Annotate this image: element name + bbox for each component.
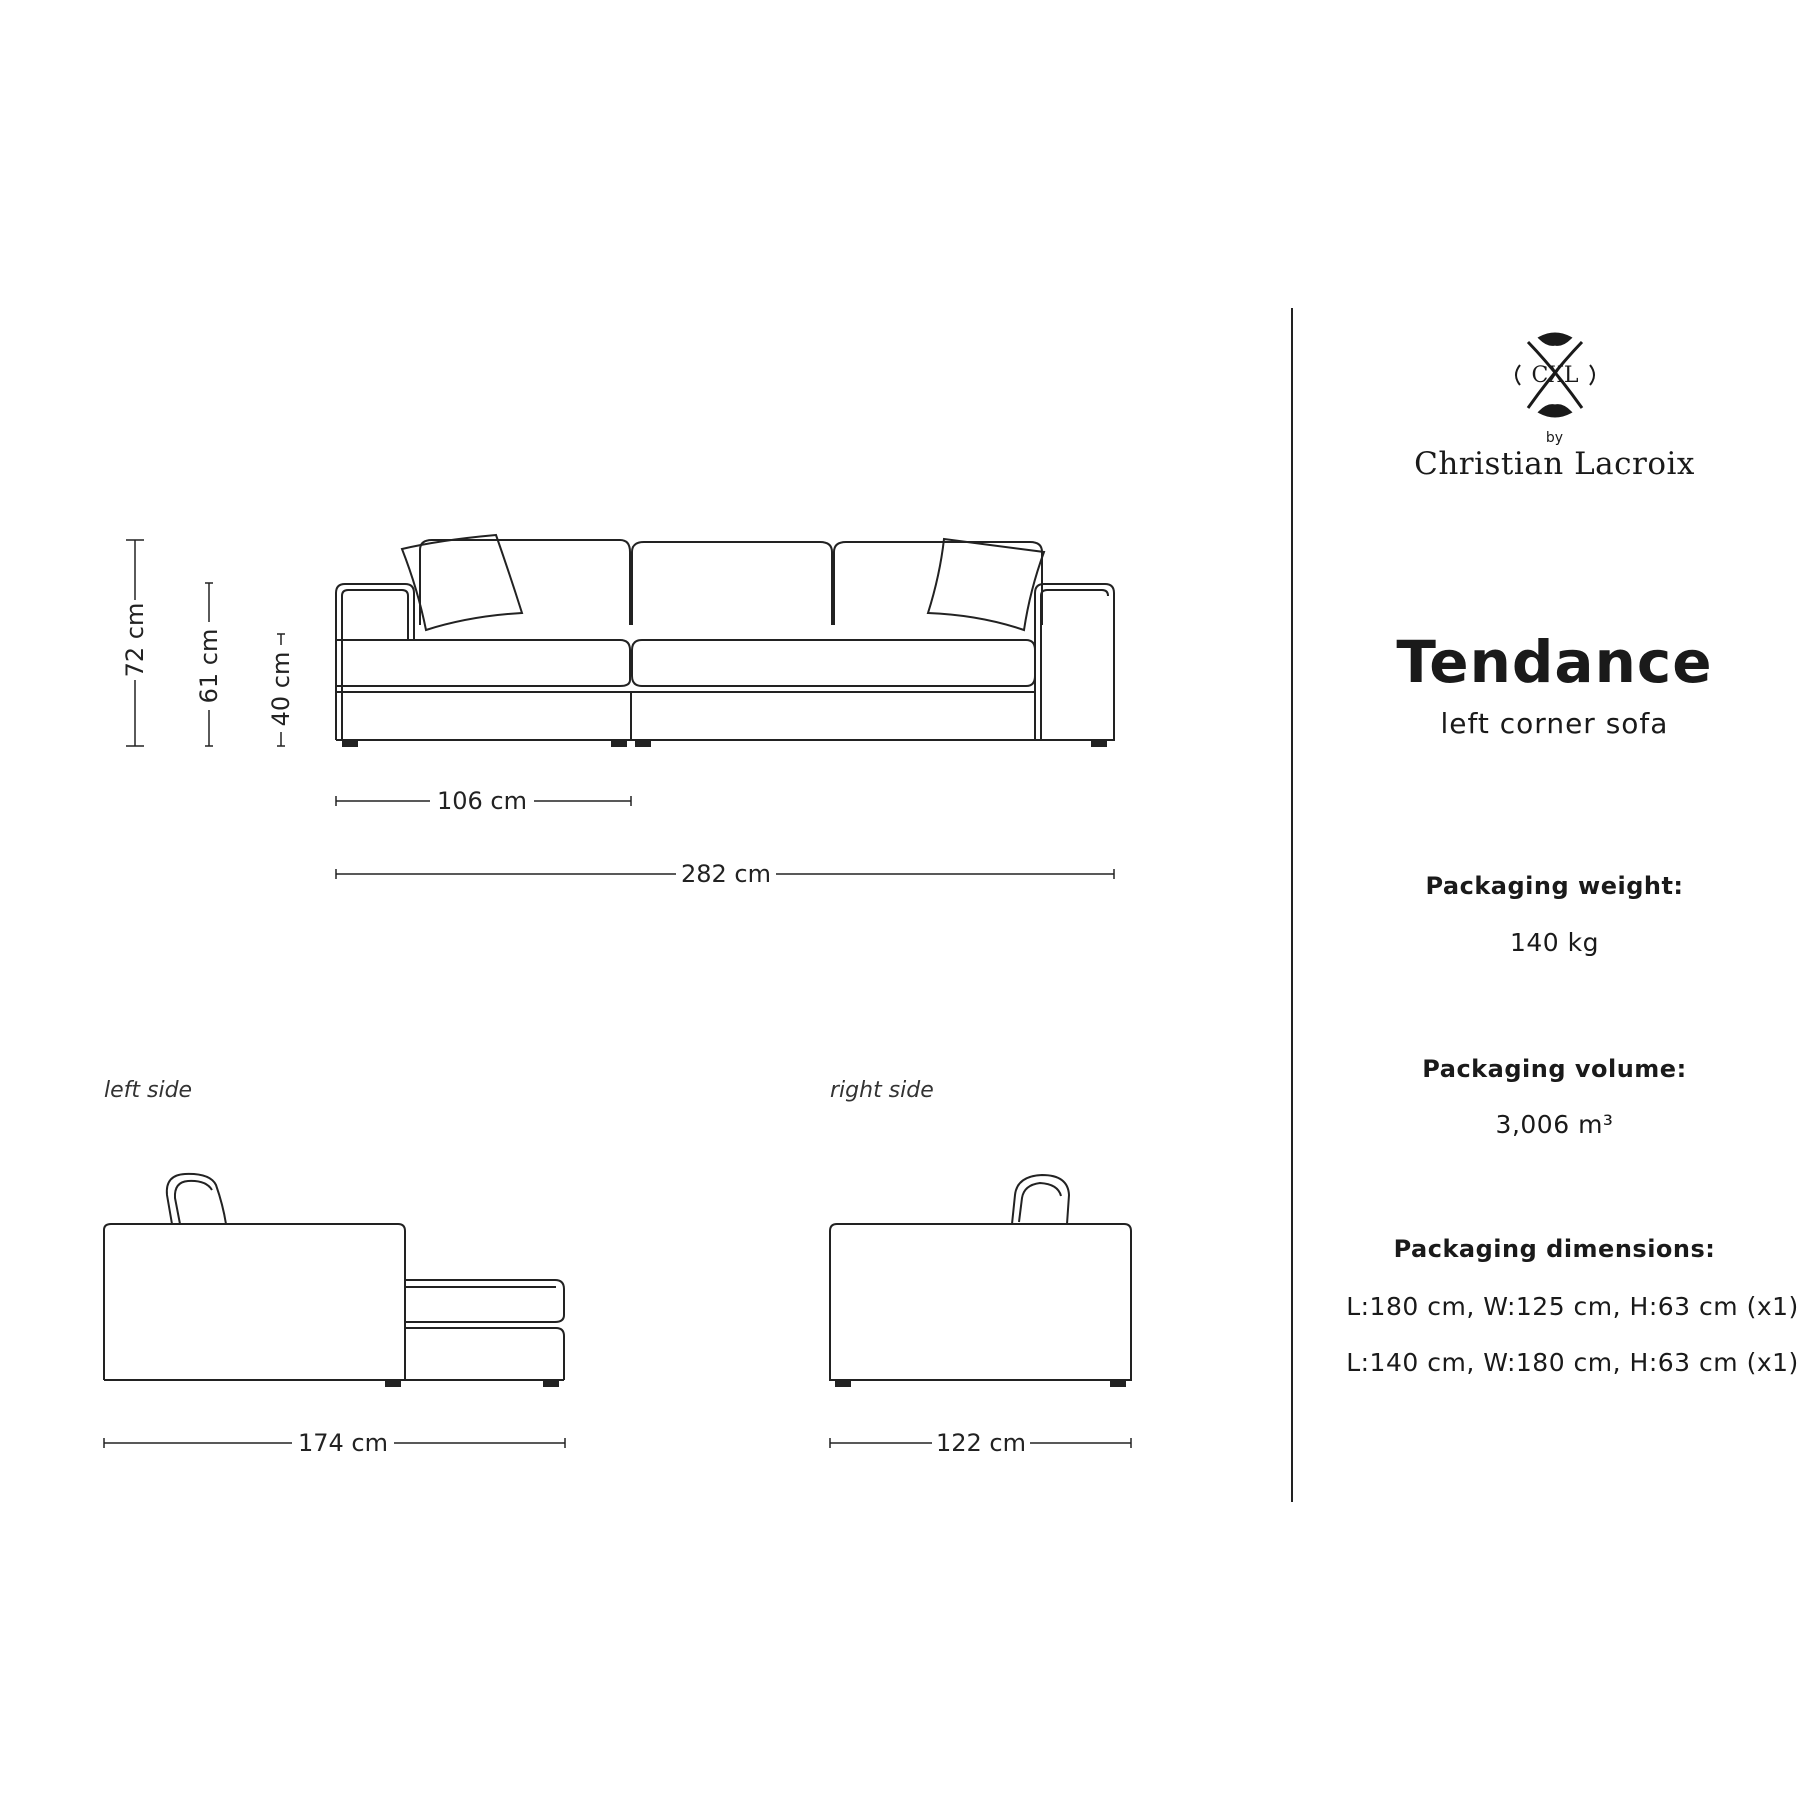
packaging-dimensions-value-1: L:180 cm, W:125 cm, H:63 cm (x1) [1346,1292,1799,1321]
back-cushion-middle [632,542,832,625]
right-armrest-inner [1041,590,1108,740]
cxl-monogram-icon [1510,330,1600,420]
height-backrest-label: 61 cm [195,628,223,704]
width-module-label: 106 cm [436,787,528,815]
right-side-label: right side [830,1078,934,1103]
left-side-view [104,1174,564,1386]
packaging-weight-value: 140 kg [1509,928,1599,957]
seat-cushion-left [336,640,630,686]
brand-name: Christian Lacroix [1414,446,1695,482]
height-total-label: 72 cm [121,602,149,678]
packaging-weight-label: Packaging weight: [1425,872,1684,900]
throw-pillow-right [928,539,1044,630]
product-name: Tendance [1396,628,1713,696]
height-seat-label: 40 cm [267,651,295,727]
brand-monogram: CXL [1530,363,1579,388]
right-side-view [830,1175,1131,1386]
left-side-label: left side [104,1078,193,1103]
left-armrest-inner [342,590,408,740]
foot [386,1380,400,1386]
packaging-dimensions-label: Packaging dimensions: [1393,1235,1716,1263]
left-armrest [336,584,414,740]
right-side-depth-label: 122 cm [935,1429,1027,1457]
packaging-volume-label: Packaging volume: [1422,1055,1687,1083]
foot [1092,740,1106,746]
foot [836,1380,850,1386]
right-side-body [830,1224,1131,1380]
foot [343,740,357,746]
back-cushion-left [420,540,630,625]
foot [1111,1380,1125,1386]
packaging-volume-value: 3,006 m³ [1495,1110,1614,1139]
product-type: left corner sofa [1440,707,1669,740]
right-armrest [1035,584,1114,740]
foot [612,740,626,746]
vertical-divider [1291,308,1293,1502]
seat-cushion-right [632,640,1035,686]
left-side-depth-label: 174 cm [297,1429,389,1457]
front-view-sofa [336,535,1114,746]
brand-logo [1300,330,1809,482]
brand-by: by [1545,430,1564,446]
foot [544,1380,558,1386]
packaging-dimensions-value-2: L:140 cm, W:180 cm, H:63 cm (x1) [1346,1348,1799,1377]
left-side-arm [104,1224,405,1380]
foot [636,740,650,746]
width-total-label: 282 cm [680,860,772,888]
